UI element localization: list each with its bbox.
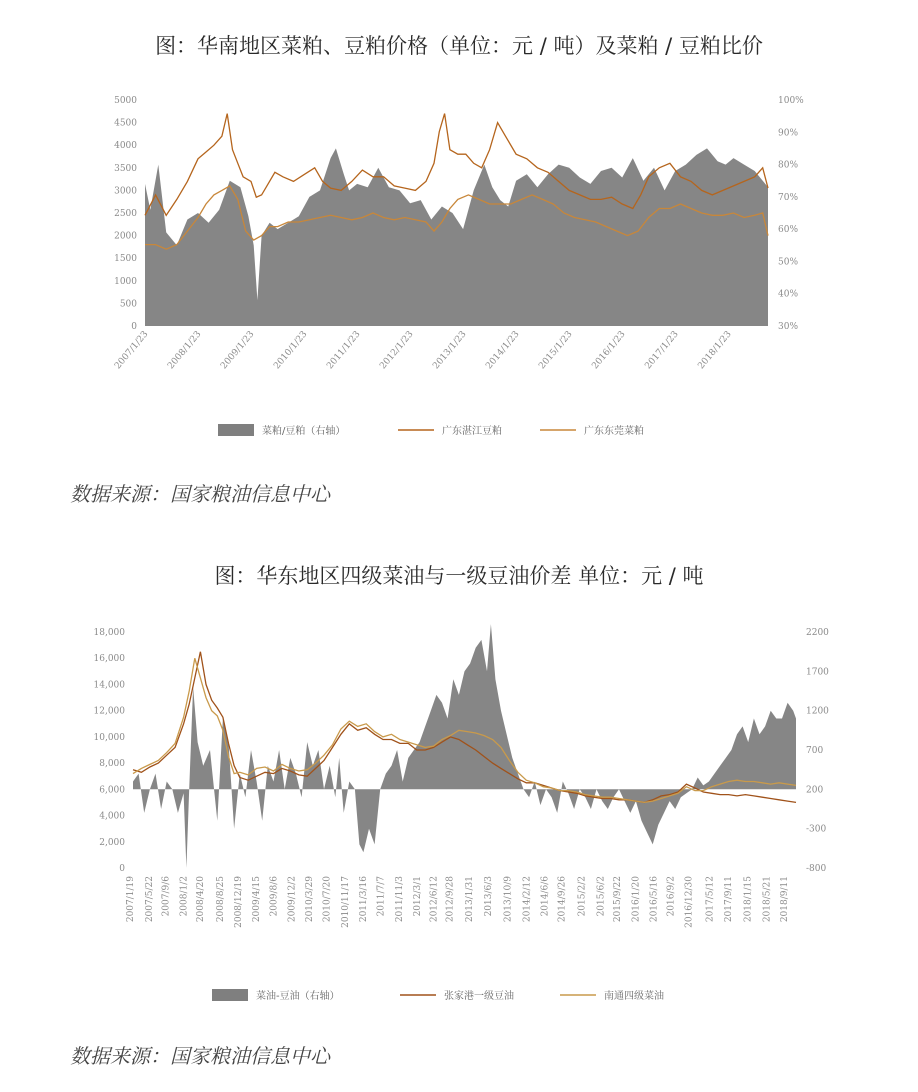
chart2-y2-tick-label: -300 xyxy=(806,824,827,835)
chart2-y-tick-label: 4,000 xyxy=(99,811,125,822)
chart2-x-tick-label: 2014/6/6 xyxy=(540,876,551,917)
chart1-x-tick-label: 2010/1/23 xyxy=(272,329,310,372)
chart2-x-tick-label: 2016/1/20 xyxy=(631,876,642,923)
chart1-y2-tick-label: 40% xyxy=(778,289,799,300)
chart2-x-tick-label: 2008/8/25 xyxy=(215,876,226,923)
chart1-y2-tick-label: 80% xyxy=(778,160,799,171)
chart2-x-tick-label: 2013/6/3 xyxy=(483,876,494,917)
chart2-x-tick-label: 2012/9/28 xyxy=(445,876,456,923)
chart2-x-tick-label: 2018/5/21 xyxy=(762,876,773,923)
chart2-x-tick-label: 2016/5/16 xyxy=(649,876,660,923)
chart2-x-tick-label: 2010/7/20 xyxy=(322,876,333,923)
chart2-title: 图：华东地区四级菜油与一级豆油价差 单位：元 / 吨 xyxy=(214,564,704,588)
chart2-x-tick-label: 2018/1/15 xyxy=(743,876,754,923)
chart1-x-tick-label: 2014/1/23 xyxy=(484,329,522,372)
chart2-y2-tick-label: 200 xyxy=(806,785,824,796)
chart2-y2-tick-label: 700 xyxy=(806,746,824,756)
chart2-x-tick-label: 2011/11/3 xyxy=(395,876,406,923)
chart1-y2-tick-label: 100% xyxy=(778,96,804,106)
chart2-y-tick-label: 0 xyxy=(119,864,125,874)
chart2-x-tick-label: 2010/3/29 xyxy=(305,876,316,923)
chart1-y-tick-label: 3500 xyxy=(114,163,137,174)
chart1-x-tick-label: 2013/1/23 xyxy=(431,329,469,372)
chart2-x-tick-label: 2013/1/31 xyxy=(464,876,475,923)
chart2-y-tick-label: 2,000 xyxy=(99,837,125,848)
chart1-y2-tick-label: 70% xyxy=(778,192,799,203)
chart1-y-tick-label: 2500 xyxy=(114,209,137,219)
chart1-y-tick-label: 1500 xyxy=(114,254,137,265)
chart1-y-tick-label: 4500 xyxy=(114,118,137,129)
chart1-x-tick-label: 2018/1/23 xyxy=(696,329,734,372)
chart2-y2-tick-label: 1700 xyxy=(806,667,829,678)
chart2-y2-tick-label: 1200 xyxy=(806,706,829,717)
chart2-x-tick-label: 2013/10/9 xyxy=(503,876,514,923)
chart1-title: 图：华南地区菜粕、豆粕价格（单位：元 / 吨）及菜粕 / 豆粕比价 xyxy=(155,34,763,58)
chart1-y-tick-label: 2000 xyxy=(114,231,137,242)
chart1-y2-tick-label: 90% xyxy=(778,128,799,139)
chart2-x-tick-label: 2012/3/1 xyxy=(413,876,424,917)
chart2-x-tick-label: 2017/5/12 xyxy=(705,876,716,923)
chart2-x-tick-label: 2011/3/16 xyxy=(359,876,370,923)
chart2-y-tick-label: 8,000 xyxy=(99,759,125,770)
chart2-y2-tick-label: 2200 xyxy=(806,628,829,638)
chart2-x-tick-label: 2018/9/11 xyxy=(780,876,791,923)
chart2-x-tick-label: 2015/2/2 xyxy=(577,876,588,917)
chart1-x-tick-label: 2011/1/23 xyxy=(325,329,363,372)
chart2-x-tick-label: 2015/6/2 xyxy=(596,876,607,917)
chart2-series-area xyxy=(133,624,796,868)
chart2-x-tick-label: 2008/4/20 xyxy=(196,876,207,923)
chart1-legend-label: 广东东莞菜粕 xyxy=(584,426,644,437)
chart1-legend-label: 广东湛江豆粕 xyxy=(442,426,502,437)
chart1-y-tick-label: 500 xyxy=(119,299,137,310)
chart2-x-tick-label: 2014/2/12 xyxy=(522,876,533,923)
chart2-legend-swatch xyxy=(212,989,248,1001)
chart1-y2-tick-label: 60% xyxy=(778,225,799,236)
chart1-x-tick-label: 2016/1/23 xyxy=(590,329,628,372)
chart2-x-tick-label: 2012/6/12 xyxy=(429,876,440,923)
chart2-x-tick-label: 2008/1/2 xyxy=(179,876,190,917)
chart2-x-tick-label: 2007/5/22 xyxy=(145,876,156,923)
chart2-y-tick-label: 14,000 xyxy=(93,680,125,691)
chart2-x-tick-label: 2010/11/17 xyxy=(341,876,352,928)
chart2-legend-label: 菜油-豆油（右轴） xyxy=(256,991,340,1002)
chart1-x-tick-label: 2012/1/23 xyxy=(378,329,416,372)
chart1-legend-label: 菜粕/豆粕（右轴） xyxy=(262,426,346,437)
chart2-x-tick-label: 2009/12/2 xyxy=(287,876,298,923)
chart2-x-tick-label: 2015/9/22 xyxy=(613,876,624,923)
chart1-y-tick-label: 4000 xyxy=(114,141,137,152)
chart2-y-tick-label: 10,000 xyxy=(93,732,125,743)
chart1-y-tick-label: 5000 xyxy=(114,96,137,106)
chart2-y-tick-label: 12,000 xyxy=(93,706,125,717)
chart1-source: 数据来源：国家粮油信息中心 xyxy=(70,482,330,506)
chart2-x-tick-label: 2016/9/2 xyxy=(666,876,677,917)
chart2-x-tick-label: 2016/12/30 xyxy=(684,876,695,928)
chart2-y2-tick-label: -800 xyxy=(806,864,827,874)
chart1-y2-tick-label: 30% xyxy=(778,322,799,332)
chart2-x-tick-label: 2014/9/26 xyxy=(557,876,568,923)
chart2-x-tick-label: 2009/4/15 xyxy=(251,876,262,923)
chart2-x-tick-label: 2007/1/19 xyxy=(126,876,136,923)
chart2-x-tick-label: 2007/9/6 xyxy=(161,876,172,917)
chart2-x-tick-label: 2011/7/7 xyxy=(376,876,387,917)
chart2-y-tick-label: 6,000 xyxy=(99,785,125,796)
chart2-x-tick-label: 2009/8/6 xyxy=(269,876,280,917)
chart2-y-tick-label: 16,000 xyxy=(93,654,125,665)
chart1-x-tick-label: 2008/1/23 xyxy=(166,329,204,372)
chart2-source: 数据来源：国家粮油信息中心 xyxy=(70,1044,330,1068)
chart1-y2-tick-label: 50% xyxy=(778,257,799,268)
chart1-y-tick-label: 1000 xyxy=(114,276,137,287)
chart1-x-tick-label: 2009/1/23 xyxy=(219,329,257,372)
chart1-x-tick-label: 2017/1/23 xyxy=(643,329,681,372)
chart1-x-tick-label: 2007/1/23 xyxy=(113,329,151,372)
chart2-x-tick-label: 2008/12/19 xyxy=(233,876,244,928)
chart1-x-tick-label: 2015/1/23 xyxy=(537,329,575,372)
chart2-legend-label: 张家港一级豆油 xyxy=(444,991,514,1002)
chart1-y-tick-label: 0 xyxy=(131,322,137,332)
chart2-y-tick-label: 18,000 xyxy=(93,628,125,638)
chart2-legend-label: 南通四级菜油 xyxy=(604,991,664,1002)
chart2-x-tick-label: 2017/9/11 xyxy=(723,876,734,923)
chart1-y-tick-label: 3000 xyxy=(114,186,137,197)
